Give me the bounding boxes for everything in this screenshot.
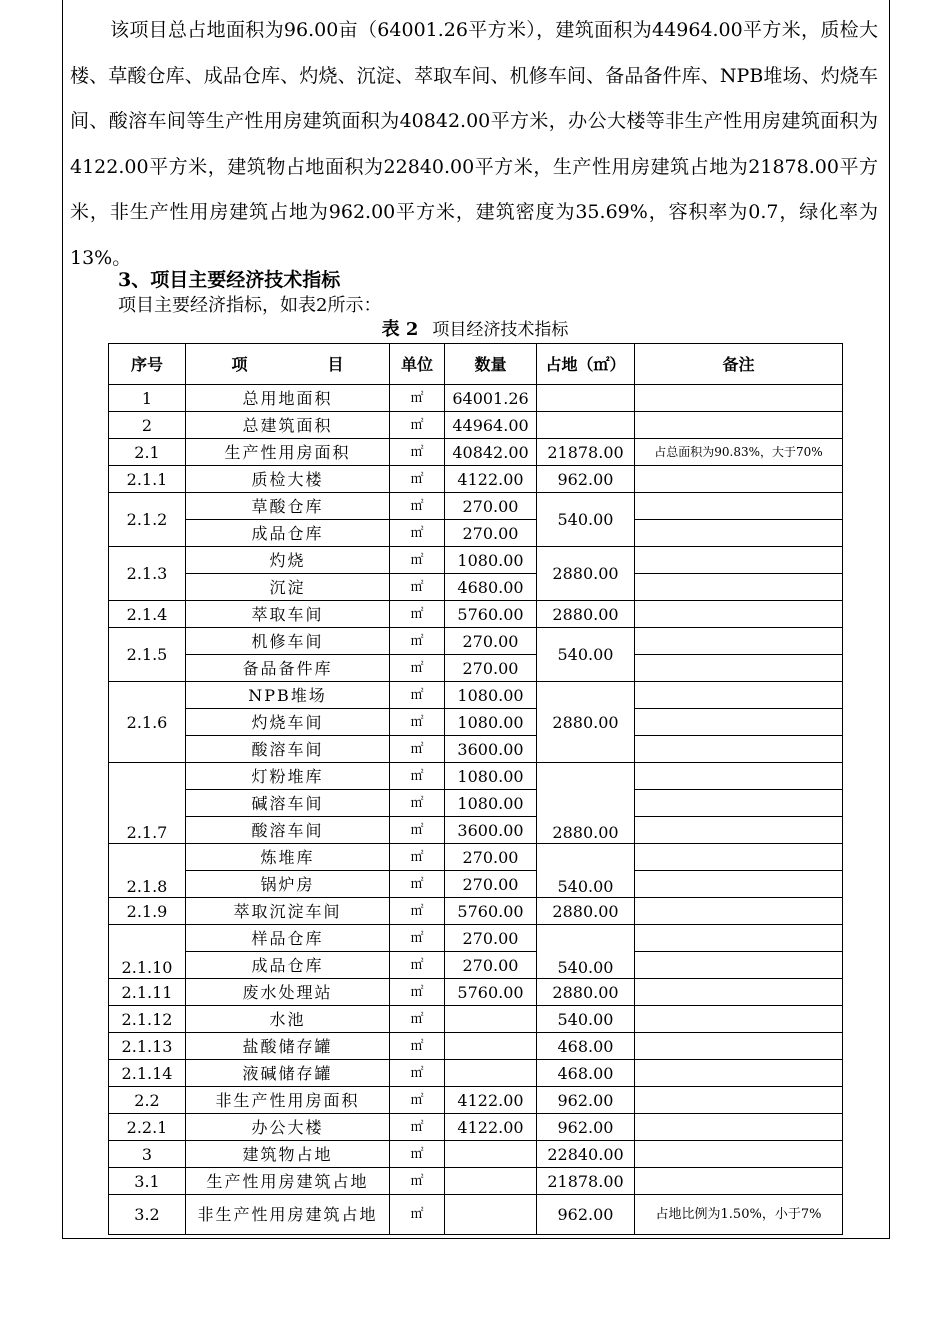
cell-area: 22840.00 xyxy=(537,1141,635,1168)
cell-unit: ㎡ xyxy=(390,493,445,520)
cell-remark xyxy=(635,871,843,898)
cell-unit: ㎡ xyxy=(390,1114,445,1141)
cell-area: 468.00 xyxy=(537,1033,635,1060)
cell-area: 2880.00 xyxy=(537,979,635,1006)
cell-item: 机修车间 xyxy=(186,628,390,655)
cell-remark xyxy=(635,601,843,628)
cell-no: 2.2.1 xyxy=(109,1114,186,1141)
table-row xyxy=(109,817,843,844)
cell-qty: 270.00 xyxy=(445,628,537,655)
cell-area: 2880.00 xyxy=(537,601,635,628)
cell-item: 液碱储存罐 xyxy=(186,1060,390,1087)
cell-item: 灼烧 xyxy=(186,547,390,574)
cell-no: 3 xyxy=(109,1141,186,1168)
table-row xyxy=(109,1006,843,1033)
table-row xyxy=(109,1168,843,1195)
cell-qty: 40842.00 xyxy=(445,439,537,466)
cell-qty: 270.00 xyxy=(445,844,537,871)
cell-qty xyxy=(445,1006,537,1033)
cell-unit: ㎡ xyxy=(390,655,445,682)
cell-qty: 270.00 xyxy=(445,655,537,682)
cell-area: 962.00 xyxy=(537,1087,635,1114)
table-row xyxy=(109,763,843,790)
cell-unit: ㎡ xyxy=(390,871,445,898)
cell-item: 沉淀 xyxy=(186,574,390,601)
table-row xyxy=(109,844,843,871)
table-row xyxy=(109,1195,843,1235)
cell-unit: ㎡ xyxy=(390,979,445,1006)
cell-qty: 1080.00 xyxy=(445,682,537,709)
cell-no: 2.1.2 xyxy=(109,493,186,547)
cell-remark: 占总面积为90.83%，大于70% xyxy=(635,439,843,466)
cell-remark xyxy=(635,682,843,709)
table-row xyxy=(109,520,843,547)
section-title: 3、项目主要经济技术指标 xyxy=(118,269,341,291)
caption-label: 表 2 xyxy=(381,319,419,340)
cell-unit: ㎡ xyxy=(390,466,445,493)
cell-qty: 1080.00 xyxy=(445,709,537,736)
cell-item: 水池 xyxy=(186,1006,390,1033)
header-area: 占地（㎡） xyxy=(537,344,635,385)
cell-remark xyxy=(635,1141,843,1168)
table-row xyxy=(109,871,843,898)
cell-qty: 270.00 xyxy=(445,952,537,979)
table-row xyxy=(109,385,843,412)
table-row xyxy=(109,1087,843,1114)
cell-area: 468.00 xyxy=(537,1060,635,1087)
table-row xyxy=(109,1141,843,1168)
cell-qty xyxy=(445,1141,537,1168)
cell-area: 962.00 xyxy=(537,466,635,493)
cell-item: 质检大楼 xyxy=(186,466,390,493)
cell-unit: ㎡ xyxy=(390,709,445,736)
cell-no: 1 xyxy=(109,385,186,412)
table-row xyxy=(109,574,843,601)
cell-no: 2.1.14 xyxy=(109,1060,186,1087)
cell-item: 酸溶车间 xyxy=(186,736,390,763)
cell-remark xyxy=(635,520,843,547)
table-row xyxy=(109,466,843,493)
table-row xyxy=(109,412,843,439)
cell-item: 萃取沉淀车间 xyxy=(186,898,390,925)
cell-item: 草酸仓库 xyxy=(186,493,390,520)
header-remark: 备注 xyxy=(635,344,843,385)
cell-item: 总用地面积 xyxy=(186,385,390,412)
cell-no: 2.1.9 xyxy=(109,898,186,925)
cell-remark xyxy=(635,898,843,925)
cell-no: 2.1.1 xyxy=(109,466,186,493)
cell-item: 酸溶车间 xyxy=(186,817,390,844)
cell-item: 萃取车间 xyxy=(186,601,390,628)
cell-qty: 4122.00 xyxy=(445,466,537,493)
table-row xyxy=(109,547,843,574)
cell-qty: 3600.00 xyxy=(445,736,537,763)
cell-qty: 4680.00 xyxy=(445,574,537,601)
cell-area: 2880.00 xyxy=(537,682,635,763)
cell-item: 炼堆库 xyxy=(186,844,390,871)
cell-remark xyxy=(635,655,843,682)
cell-area: 21878.00 xyxy=(537,439,635,466)
table-row xyxy=(109,655,843,682)
cell-item: 成品仓库 xyxy=(186,520,390,547)
cell-unit: ㎡ xyxy=(390,628,445,655)
cell-unit: ㎡ xyxy=(390,1087,445,1114)
cell-qty: 270.00 xyxy=(445,925,537,952)
caption-text: 项目经济技术指标 xyxy=(432,320,569,340)
cell-qty: 4122.00 xyxy=(445,1087,537,1114)
cell-item: 非生产性用房面积 xyxy=(186,1087,390,1114)
cell-unit: ㎡ xyxy=(390,439,445,466)
cell-no: 2.1.8 xyxy=(109,844,186,898)
table-row xyxy=(109,979,843,1006)
cell-unit: ㎡ xyxy=(390,925,445,952)
cell-item: NPB堆场 xyxy=(186,682,390,709)
cell-area: 540.00 xyxy=(537,493,635,547)
cell-qty xyxy=(445,1060,537,1087)
cell-remark: 占地比例为1.50%，小于7% xyxy=(635,1195,843,1235)
cell-unit: ㎡ xyxy=(390,952,445,979)
table-row xyxy=(109,898,843,925)
table-row xyxy=(109,1060,843,1087)
cell-area xyxy=(537,385,635,412)
cell-unit: ㎡ xyxy=(390,574,445,601)
header-no: 序号 xyxy=(109,344,186,385)
cell-remark xyxy=(635,1114,843,1141)
cell-remark xyxy=(635,1060,843,1087)
cell-unit: ㎡ xyxy=(390,412,445,439)
table-header-row xyxy=(109,344,843,385)
cell-no: 2.1.11 xyxy=(109,979,186,1006)
cell-item: 办公大楼 xyxy=(186,1114,390,1141)
cell-no: 2.1.13 xyxy=(109,1033,186,1060)
cell-area: 540.00 xyxy=(537,628,635,682)
cell-remark xyxy=(635,817,843,844)
cell-no: 2.1.3 xyxy=(109,547,186,601)
section-intro: 项目主要经济指标，如表2所示： xyxy=(118,295,382,316)
cell-qty: 270.00 xyxy=(445,493,537,520)
cell-remark xyxy=(635,736,843,763)
cell-remark xyxy=(635,466,843,493)
cell-remark xyxy=(635,412,843,439)
cell-area: 2880.00 xyxy=(537,763,635,844)
cell-no: 3.2 xyxy=(109,1195,186,1235)
cell-qty: 5760.00 xyxy=(445,979,537,1006)
cell-unit: ㎡ xyxy=(390,682,445,709)
cell-item: 生产性用房面积 xyxy=(186,439,390,466)
cell-unit: ㎡ xyxy=(390,844,445,871)
table-row xyxy=(109,601,843,628)
table-row xyxy=(109,709,843,736)
cell-qty: 4122.00 xyxy=(445,1114,537,1141)
cell-area: 2880.00 xyxy=(537,898,635,925)
cell-unit: ㎡ xyxy=(390,898,445,925)
table-row xyxy=(109,925,843,952)
cell-no: 2 xyxy=(109,412,186,439)
cell-qty: 1080.00 xyxy=(445,790,537,817)
cell-no: 2.1 xyxy=(109,439,186,466)
header-qty: 数量 xyxy=(445,344,537,385)
table-row xyxy=(109,790,843,817)
table-row xyxy=(109,1033,843,1060)
header-item: 项 目 xyxy=(186,344,390,385)
cell-unit: ㎡ xyxy=(390,547,445,574)
cell-area: 540.00 xyxy=(537,925,635,979)
cell-item: 样品仓库 xyxy=(186,925,390,952)
table-row xyxy=(109,682,843,709)
cell-unit: ㎡ xyxy=(390,601,445,628)
cell-item: 锅炉房 xyxy=(186,871,390,898)
cell-remark xyxy=(635,385,843,412)
cell-item: 灯粉堆库 xyxy=(186,763,390,790)
table-row xyxy=(109,628,843,655)
cell-area: 21878.00 xyxy=(537,1168,635,1195)
cell-qty xyxy=(445,1033,537,1060)
table-row xyxy=(109,493,843,520)
cell-item: 建筑物占地 xyxy=(186,1141,390,1168)
cell-item: 生产性用房建筑占地 xyxy=(186,1168,390,1195)
cell-remark xyxy=(635,763,843,790)
cell-qty: 64001.26 xyxy=(445,385,537,412)
cell-remark xyxy=(635,1087,843,1114)
cell-remark xyxy=(635,979,843,1006)
cell-remark xyxy=(635,628,843,655)
cell-remark xyxy=(635,493,843,520)
cell-item: 非生产性用房建筑占地 xyxy=(186,1195,390,1235)
cell-unit: ㎡ xyxy=(390,817,445,844)
cell-unit: ㎡ xyxy=(390,1168,445,1195)
table-row xyxy=(109,952,843,979)
cell-no: 3.1 xyxy=(109,1168,186,1195)
cell-item: 废水处理站 xyxy=(186,979,390,1006)
cell-area: 962.00 xyxy=(537,1114,635,1141)
cell-qty xyxy=(445,1168,537,1195)
cell-item: 碱溶车间 xyxy=(186,790,390,817)
cell-remark xyxy=(635,1006,843,1033)
cell-remark xyxy=(635,925,843,952)
cell-qty: 44964.00 xyxy=(445,412,537,439)
cell-qty: 5760.00 xyxy=(445,898,537,925)
cell-qty: 270.00 xyxy=(445,871,537,898)
cell-remark xyxy=(635,952,843,979)
cell-item: 备品备件库 xyxy=(186,655,390,682)
cell-no: 2.1.7 xyxy=(109,763,186,844)
cell-item: 灼烧车间 xyxy=(186,709,390,736)
header-unit: 单位 xyxy=(390,344,445,385)
cell-unit: ㎡ xyxy=(390,385,445,412)
table-row xyxy=(109,736,843,763)
cell-qty: 270.00 xyxy=(445,520,537,547)
cell-qty: 1080.00 xyxy=(445,763,537,790)
cell-unit: ㎡ xyxy=(390,790,445,817)
cell-qty xyxy=(445,1195,537,1235)
project-description: 该项目总占地面积为96.00亩（64001.26平方米），建筑面积为44964.00平方米，质检大楼、草酸仓库、成品仓库、灼烧、沉淀、萃取车间、机修车间、备品备件库、NPB堆场、灼烧车间、酸溶车间等生产性用房建筑面积为40842.00平方米，办公大楼等非生产性用房建筑面积为4122.00平方米，建筑物占地面积为22840.00平方米，生产性用房建筑占地为21878.00平方米，非生产性用房建筑占地为962.00平方米，建筑密度为35.69%，容积率为0.7，绿化率为13%。 xyxy=(70,19,878,269)
cell-area: 2880.00 xyxy=(537,547,635,601)
cell-remark xyxy=(635,1168,843,1195)
cell-area xyxy=(537,412,635,439)
cell-no: 2.2 xyxy=(109,1087,186,1114)
cell-unit: ㎡ xyxy=(390,736,445,763)
cell-remark xyxy=(635,709,843,736)
cell-remark xyxy=(635,790,843,817)
cell-remark xyxy=(635,844,843,871)
table-row xyxy=(109,439,843,466)
cell-unit: ㎡ xyxy=(390,1195,445,1235)
cell-qty: 1080.00 xyxy=(445,547,537,574)
cell-unit: ㎡ xyxy=(390,1060,445,1087)
cell-qty: 3600.00 xyxy=(445,817,537,844)
cell-no: 2.1.6 xyxy=(109,682,186,763)
cell-remark xyxy=(635,547,843,574)
table-caption xyxy=(0,319,950,341)
cell-item: 成品仓库 xyxy=(186,952,390,979)
cell-area: 962.00 xyxy=(537,1195,635,1235)
cell-no: 2.1.12 xyxy=(109,1006,186,1033)
cell-unit: ㎡ xyxy=(390,763,445,790)
cell-unit: ㎡ xyxy=(390,520,445,547)
cell-area: 540.00 xyxy=(537,844,635,898)
cell-no: 2.1.10 xyxy=(109,925,186,979)
cell-qty: 5760.00 xyxy=(445,601,537,628)
cell-unit: ㎡ xyxy=(390,1033,445,1060)
cell-unit: ㎡ xyxy=(390,1141,445,1168)
cell-no: 2.1.5 xyxy=(109,628,186,682)
cell-item: 总建筑面积 xyxy=(186,412,390,439)
cell-item: 盐酸储存罐 xyxy=(186,1033,390,1060)
cell-remark xyxy=(635,1033,843,1060)
table-row xyxy=(109,1114,843,1141)
cell-unit: ㎡ xyxy=(390,1006,445,1033)
indicator-table xyxy=(108,343,843,1235)
cell-no: 2.1.4 xyxy=(109,601,186,628)
cell-remark xyxy=(635,574,843,601)
cell-area: 540.00 xyxy=(537,1006,635,1033)
